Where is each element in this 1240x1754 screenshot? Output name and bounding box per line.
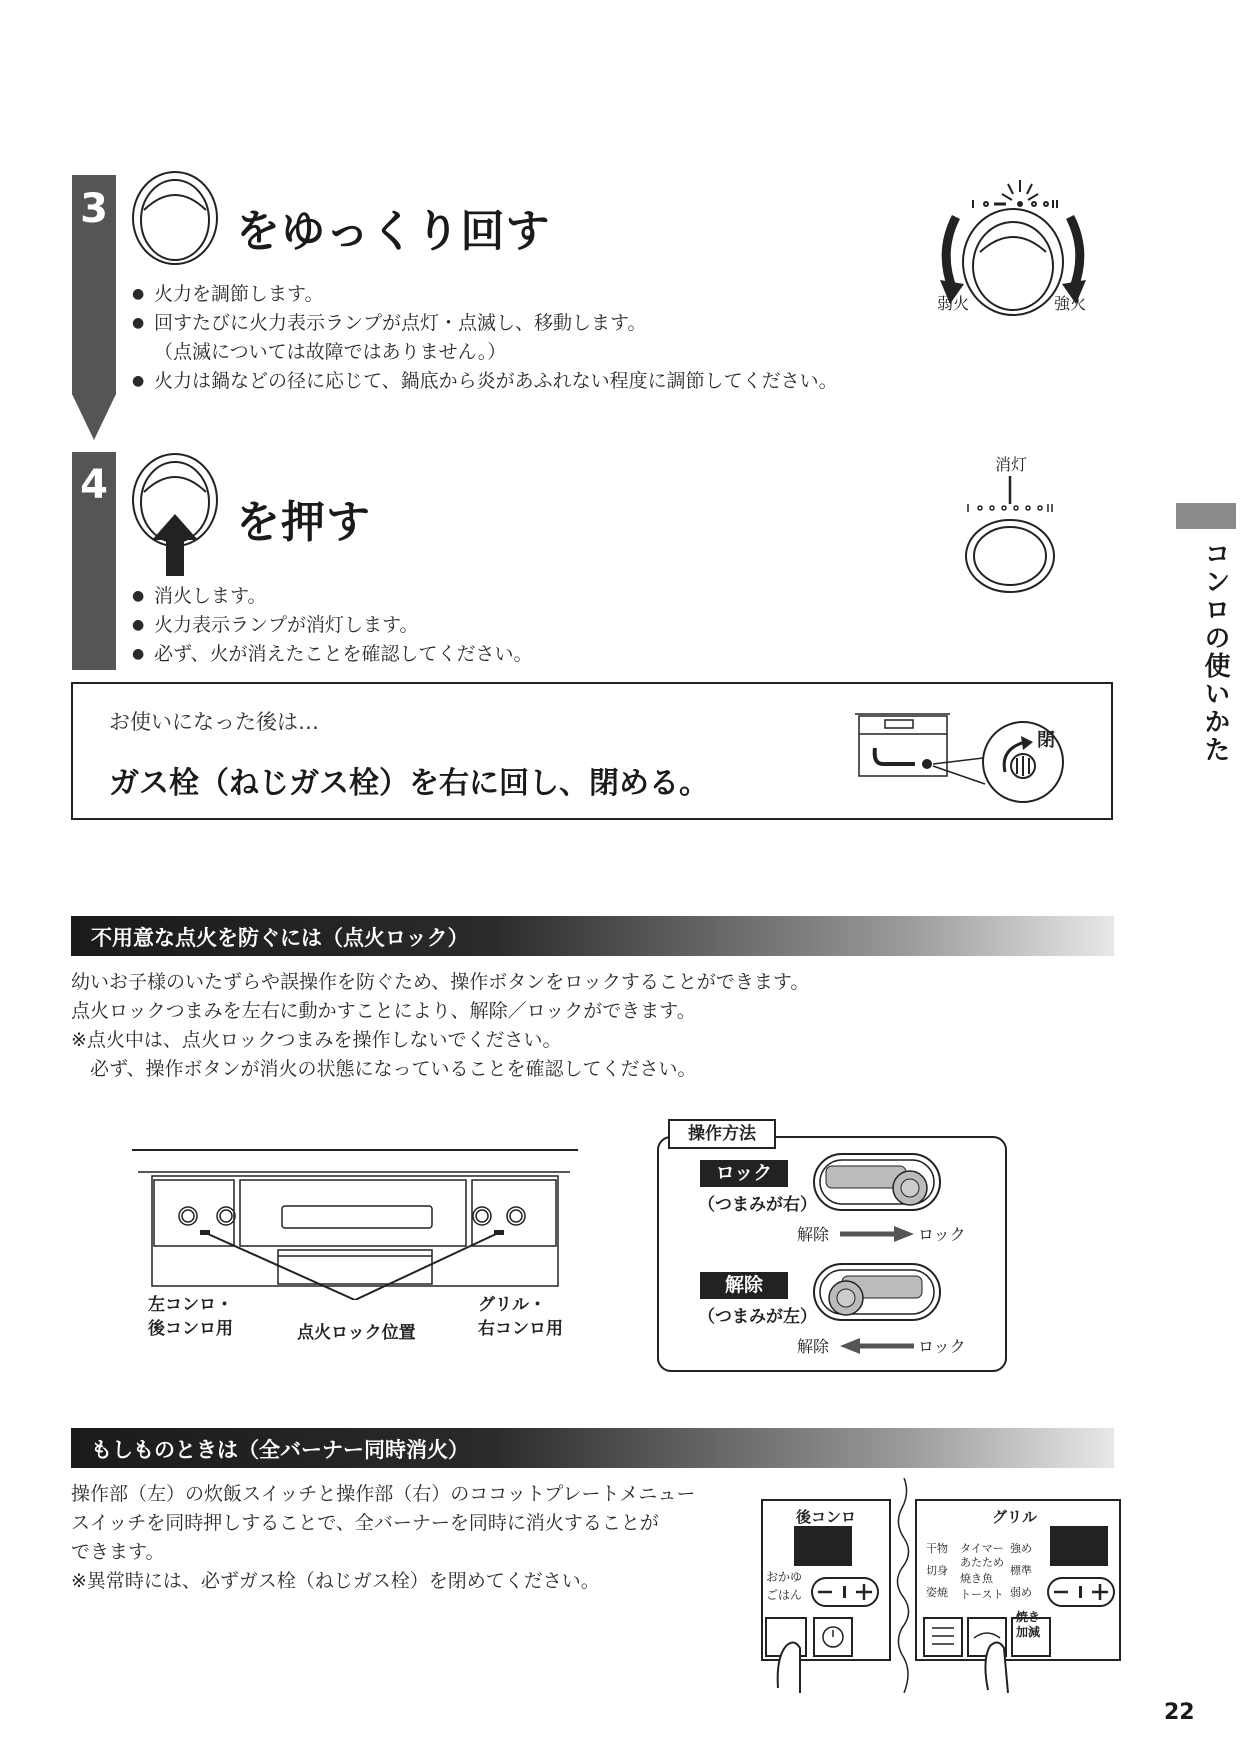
- step-arrow: [72, 394, 116, 440]
- step3-title: をゆっくり回す: [236, 206, 551, 257]
- knob-icon: [130, 170, 220, 266]
- left-burner-label-1: 左コンロ・: [148, 1295, 233, 1315]
- lock-text-1: ロック: [918, 1225, 966, 1244]
- list-item: （点滅については故障ではありません。）: [154, 341, 507, 363]
- page-number: 22: [1164, 1700, 1195, 1725]
- grill-opt: 焼き魚: [960, 1572, 993, 1585]
- step-number-3: 3: [80, 186, 108, 232]
- side-chapter-title: コンロの使いかた: [1200, 540, 1230, 764]
- text-line: スイッチを同時押しすることで、全バーナーを同時に消火することが: [71, 1512, 659, 1534]
- emergency-description: [71, 1480, 695, 1596]
- unlock-state-label: 解除: [700, 1272, 788, 1299]
- text-line: 点火ロックつまみを左右に動かすことにより、解除／ロックができます。: [71, 1000, 696, 1022]
- cooktop-front-diagram: [130, 1140, 580, 1300]
- gas-valve-illustration: [855, 704, 1095, 804]
- grill-opt: 弱め: [1010, 1586, 1032, 1599]
- close-label: 閉: [1037, 730, 1055, 751]
- lock-state-note: （つまみが右）: [698, 1195, 817, 1215]
- text-line: できます。: [71, 1541, 165, 1563]
- grill-opt: トースト: [960, 1588, 1004, 1601]
- knob-push-icon: [130, 452, 220, 582]
- list-item: ● 火力は鍋などの径に応じて、鍋底から炎があふれない程度に調節してください。: [132, 367, 838, 396]
- unlock-state-note: （つまみが左）: [698, 1307, 817, 1327]
- grill-opt: 干物: [926, 1542, 948, 1555]
- step4-bullets: [132, 582, 532, 669]
- side-tab-marker: [1176, 503, 1236, 529]
- after-use-notice: [71, 682, 1113, 820]
- arrow-left-icon: [840, 1338, 914, 1354]
- strong-label: 強火: [1054, 294, 1087, 313]
- right-burner-label-2: 右コンロ用: [478, 1319, 563, 1339]
- right-burner-label-1: グリル・: [478, 1295, 546, 1315]
- text-line: ※異常時には、必ずガス栓（ねじガス栓）を閉めてください。: [71, 1570, 600, 1592]
- step3-bullets: [132, 280, 838, 396]
- text-line: 必ず、操作ボタンが消火の状態になっていることを確認してください。: [71, 1058, 697, 1080]
- section-header-lock: [71, 916, 1114, 956]
- gohan-option: ごはん: [766, 1588, 803, 1602]
- operation-method-tag: 操作方法: [668, 1119, 776, 1149]
- off-label: 消灯: [995, 455, 1028, 474]
- list-item: ● 必ず、火が消えたことを確認してください。: [132, 640, 532, 669]
- unlock-text-1: 解除: [797, 1225, 830, 1244]
- step-number-4: 4: [80, 462, 108, 508]
- step4-title: を押す: [236, 497, 371, 548]
- lock-position-label: 点火ロック位置: [297, 1323, 416, 1343]
- grill-opt: 姿焼: [926, 1586, 948, 1599]
- list-item: ● 火力を調節します。: [132, 280, 838, 309]
- knob-off-diagram: [960, 474, 1080, 594]
- unlock-text-2: 解除: [797, 1337, 830, 1356]
- grill-opt: 標準: [1010, 1564, 1032, 1577]
- section-title: もしものときは（全バーナー同時消火）: [91, 1438, 469, 1462]
- notice-main-text: ガス栓（ねじガス栓）を右に回し、閉める。: [109, 766, 709, 801]
- lock-state-label: ロック: [700, 1160, 788, 1187]
- lock-slider-right: [812, 1152, 942, 1212]
- lock-text-2: ロック: [918, 1337, 966, 1356]
- left-burner-label-2: 後コンロ用: [148, 1319, 233, 1339]
- weak-label: 弱火: [937, 294, 970, 313]
- lock-slider-left: [812, 1262, 942, 1322]
- grill-title: グリル: [992, 1508, 1038, 1526]
- grill-opt: 強め: [1010, 1542, 1032, 1555]
- rear-burner-title: 後コンロ: [796, 1508, 857, 1526]
- lock-description: [71, 968, 809, 1084]
- grill-opt: 切身: [926, 1564, 948, 1577]
- section-title: 不用意な点火を防ぐには（点火ロック）: [91, 926, 469, 950]
- list-item: ● 回すたびに火力表示ランプが点灯・点滅し、移動します。: [132, 309, 838, 338]
- section-header-emergency: [71, 1428, 1114, 1468]
- okayu-option: おかゆ: [766, 1570, 803, 1584]
- grill-opt: タイマー: [960, 1542, 1004, 1555]
- list-item: ● 消火します。: [132, 582, 532, 611]
- grill-strength-button: 焼き加減: [1016, 1610, 1041, 1639]
- text-line: 幼いお子様のいたずらや誤操作を防ぐため、操作ボタンをロックすることができます。: [71, 971, 810, 993]
- grill-opt: あたため: [960, 1556, 1004, 1569]
- arrow-right-icon: [840, 1226, 914, 1242]
- notice-subtitle: お使いになった後は…: [109, 710, 319, 734]
- text-line: 操作部（左）の炊飯スイッチと操作部（右）のココットプレートメニュー: [71, 1483, 696, 1505]
- list-item: ● 火力表示ランプが消灯します。: [132, 611, 532, 640]
- text-line: ※点火中は、点火ロックつまみを操作しないでください。: [71, 1029, 562, 1051]
